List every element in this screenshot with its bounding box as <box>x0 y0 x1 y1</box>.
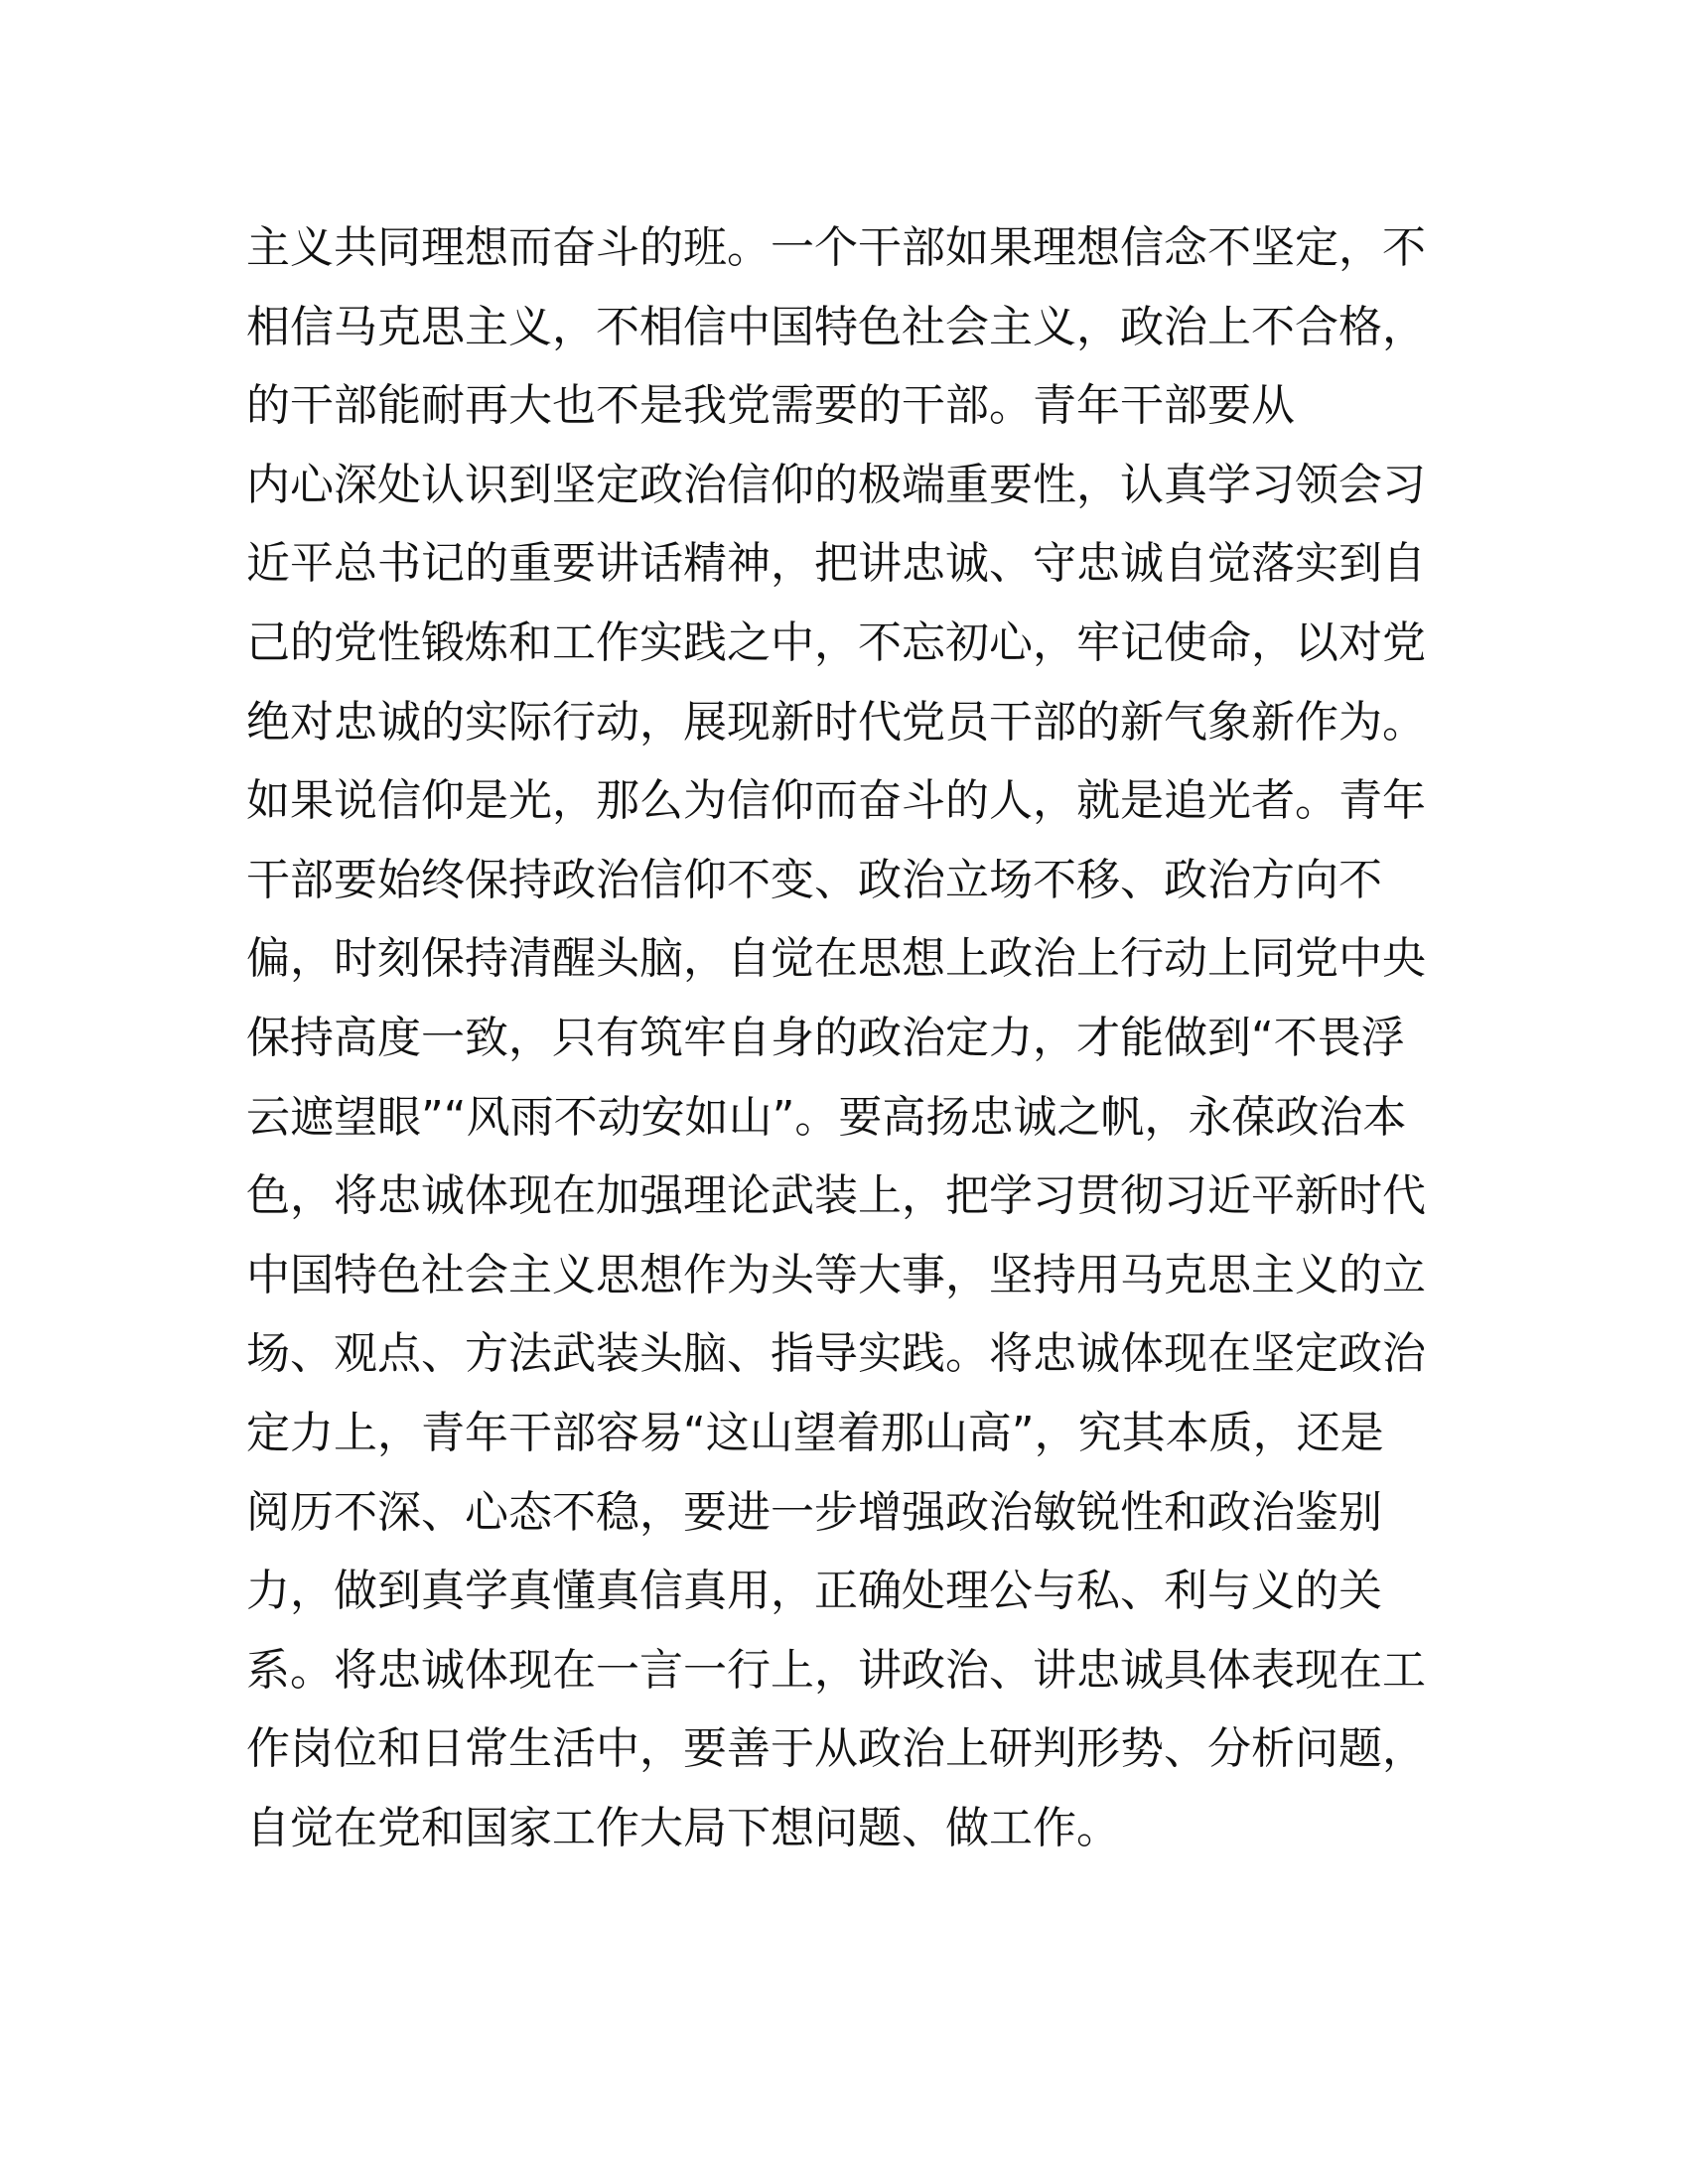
text-line: 定力上，青年干部容易“这山望着那山高”，究其本质，还是 <box>246 1407 1384 1458</box>
text-line: 如果说信仰是光，那么为信仰而奋斗的人，就是追光者。青年 <box>246 775 1426 827</box>
text-line: 内心深处认识到坚定政治信仰的极端重要性，认真学习领会习 <box>246 459 1426 510</box>
text-line: 干部要始终保持政治信仰不变、政治立场不移、政治方向不 <box>246 854 1382 905</box>
text-line: 中国特色社会主义思想作为头等大事，坚持用马克思主义的立 <box>246 1249 1426 1300</box>
text-line: 自觉在党和国家工作大局下想问题、做工作。 <box>246 1802 1120 1853</box>
text-line: 系。将忠诚体现在一言一行上，讲政治、讲忠诚具体表现在工 <box>246 1644 1426 1696</box>
text-line: 作岗位和日常生活中，要善于从政治上研判形势、分析问题， <box>246 1723 1426 1775</box>
text-line: 阅历不深、心态不稳，要进一步增强政治敏锐性和政治鉴别 <box>246 1486 1382 1538</box>
text-line: 近平总书记的重要讲话精神，把讲忠诚、守忠诚自觉落实到自 <box>246 538 1426 590</box>
text-line: 色，将忠诚体现在加强理论武装上，把学习贯彻习近平新时代 <box>246 1170 1426 1222</box>
text-line: 相信马克思主义，不相信中国特色社会主义，政治上不合格， <box>246 301 1426 352</box>
text-line: 云遮望眼”“风雨不动安如山”。要高扬忠诚之帆，永葆政治本 <box>246 1091 1407 1143</box>
text-line: 场、观点、方法武装头脑、指导实践。将忠诚体现在坚定政治 <box>246 1328 1426 1380</box>
text-line: 的干部能耐再大也不是我党需要的干部。青年干部要从 <box>246 380 1295 432</box>
text-line: 绝对忠诚的实际行动，展现新时代党员干部的新气象新作为。 <box>246 696 1426 748</box>
text-line: 力，做到真学真懂真信真用，正确处理公与私、利与义的关 <box>246 1566 1382 1617</box>
text-line: 己的党性锻炼和工作实践之中，不忘初心，牢记使命，以对党 <box>246 616 1426 668</box>
text-line: 主义共同理想而奋斗的班。一个干部如果理想信念不坚定，不 <box>246 222 1426 273</box>
body-paragraph <box>246 208 1458 1867</box>
text-line: 保持高度一致，只有筑牢自身的政治定力，才能做到“不畏浮 <box>246 1012 1405 1063</box>
text-line: 偏，时刻保持清醒头脑，自觉在思想上政治上行动上同党中央 <box>246 933 1426 985</box>
